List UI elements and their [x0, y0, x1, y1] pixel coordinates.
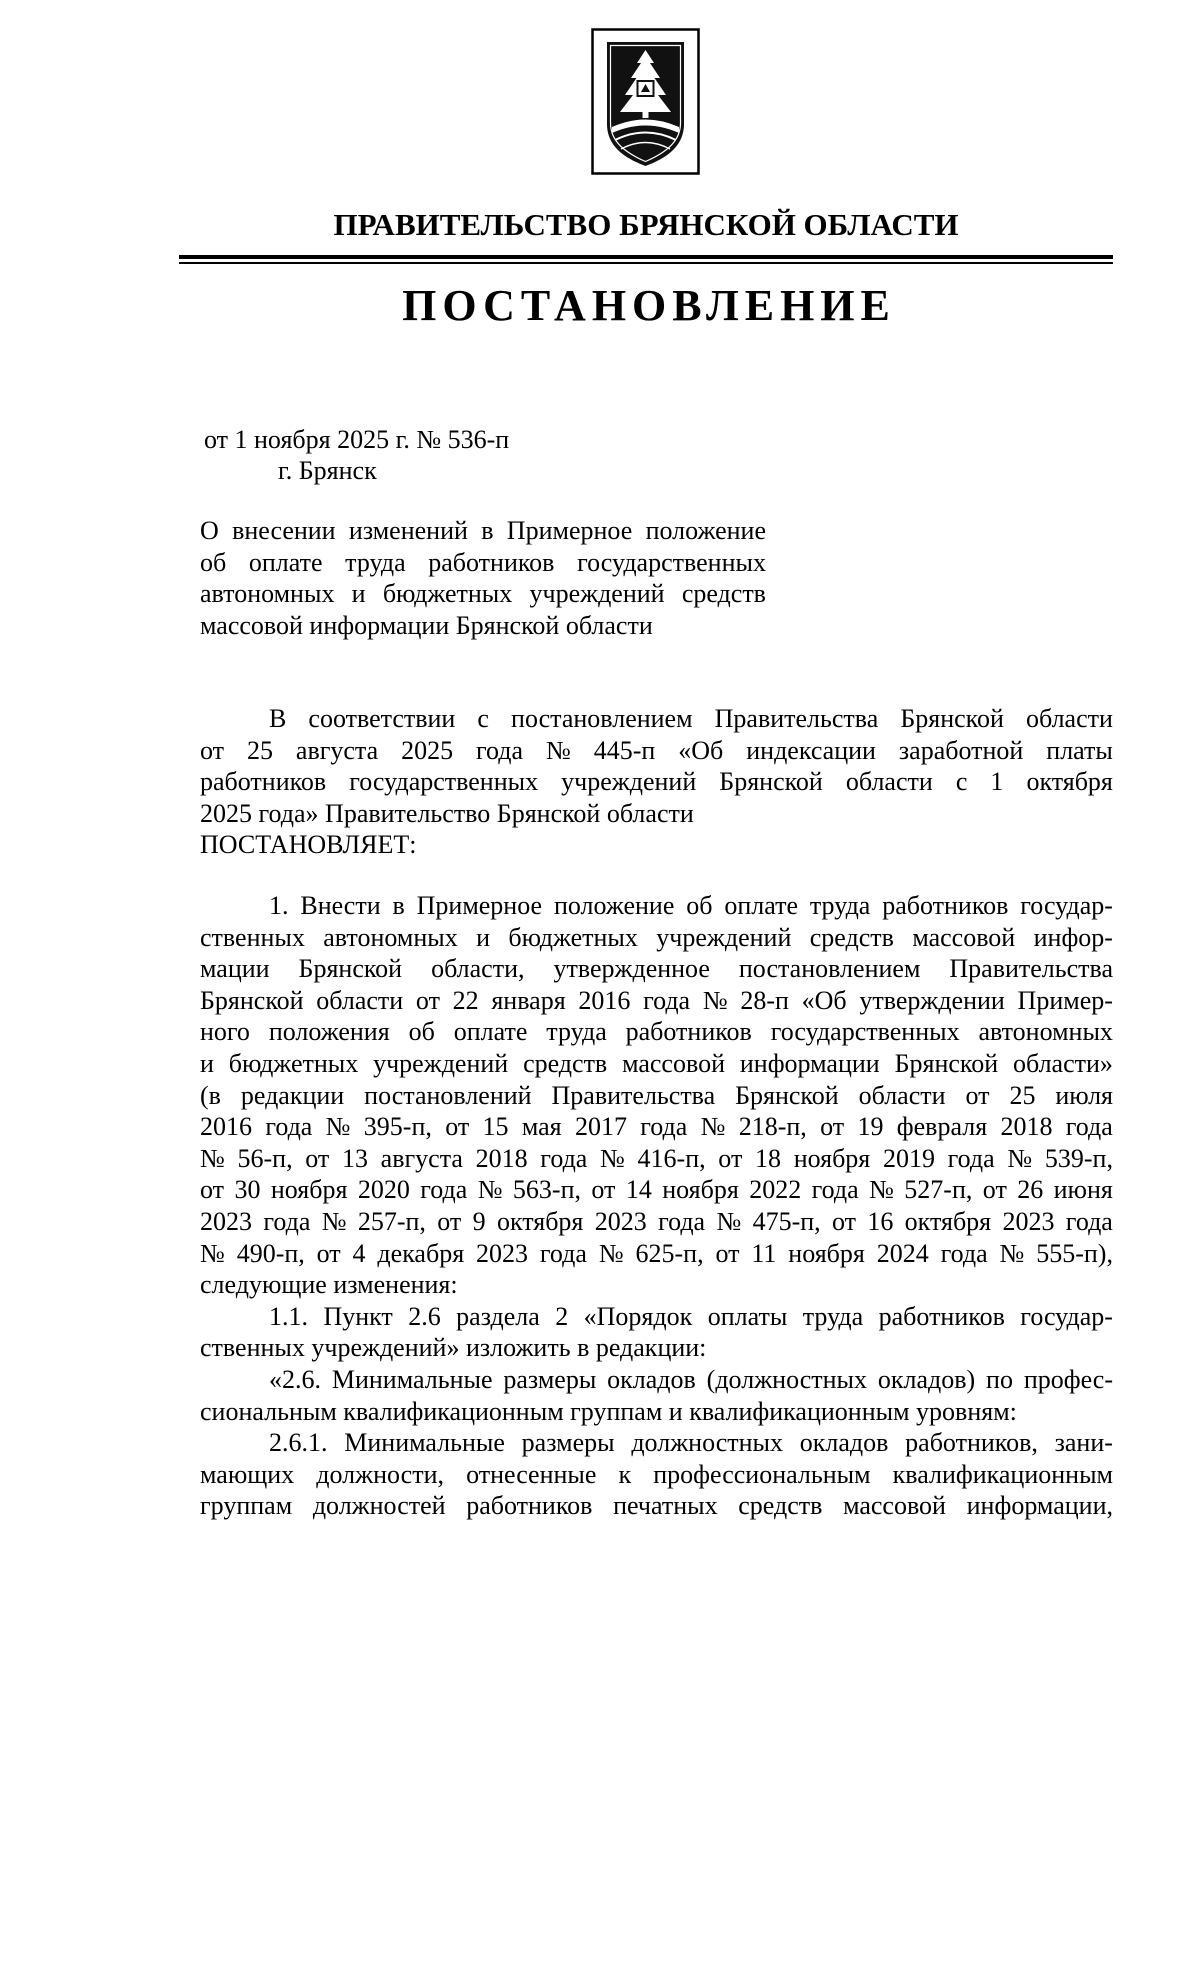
- word: 555-п),: [1036, 1238, 1113, 1268]
- word: утверждении: [859, 985, 1005, 1015]
- word: 2016: [578, 985, 631, 1015]
- word: работников: [428, 547, 555, 577]
- word: (в: [200, 1080, 221, 1110]
- word: ноября: [788, 1238, 865, 1268]
- word: от: [200, 1175, 225, 1205]
- subject-line: [200, 547, 766, 579]
- word: №: [716, 1206, 742, 1236]
- word: области,: [431, 954, 525, 984]
- word: ственных: [200, 922, 305, 952]
- document-subject: [200, 515, 766, 641]
- paragraph-1: [200, 890, 1113, 1301]
- word: труда: [802, 1301, 864, 1331]
- word: года: [476, 735, 524, 765]
- paragraph-line: [200, 1048, 1113, 1080]
- word: государ-: [1020, 891, 1113, 920]
- word: №: [702, 985, 728, 1015]
- paragraph-line: [200, 1427, 1113, 1459]
- word: от: [718, 1143, 743, 1173]
- word: Пункт: [323, 1301, 393, 1331]
- word: работников: [625, 1017, 752, 1047]
- word: области: [845, 767, 933, 797]
- word: Правительства: [551, 1080, 716, 1110]
- word: внесении: [232, 516, 336, 545]
- word: группам: [200, 1491, 293, 1521]
- word: года: [1065, 1206, 1113, 1236]
- word: в: [481, 516, 494, 545]
- paragraph-line: [200, 1206, 1113, 1238]
- word: 11: [751, 1238, 777, 1268]
- word: №: [700, 1112, 726, 1142]
- word: Брянской: [200, 985, 304, 1015]
- word: 15: [482, 1112, 509, 1142]
- word: от: [591, 1175, 616, 1205]
- word: 28-п: [740, 985, 789, 1015]
- word: 2019: [882, 1143, 935, 1173]
- word: положение: [645, 516, 766, 545]
- word: от: [200, 735, 225, 765]
- word: 625-п,: [635, 1238, 704, 1268]
- word: 1: [990, 767, 1004, 797]
- word: должностей: [312, 1491, 446, 1521]
- word: работников: [878, 1301, 1005, 1331]
- word: работников: [200, 767, 327, 797]
- word: Примерное: [416, 891, 543, 920]
- word: об: [686, 891, 713, 920]
- word: №: [598, 1238, 624, 1268]
- word: года: [811, 1175, 859, 1205]
- word: Минимальные: [331, 1364, 493, 1394]
- word: отнесенные: [466, 1459, 597, 1489]
- word: №: [600, 1143, 625, 1173]
- word: области»: [1013, 1048, 1113, 1078]
- word: области: [1026, 704, 1113, 733]
- word: по: [986, 1364, 1013, 1394]
- word: мая: [521, 1112, 562, 1142]
- word: соответствии: [308, 704, 456, 733]
- word: 527-п,: [904, 1175, 973, 1205]
- word: 2.6.1.: [269, 1428, 328, 1458]
- word: В: [269, 704, 287, 733]
- word: 4: [352, 1238, 366, 1268]
- word: №: [200, 1143, 225, 1173]
- word: ноября: [793, 1143, 871, 1173]
- paragraph-line: сиональным квалификационным группам и квалификационным уровням:: [200, 1396, 1017, 1426]
- word: от: [445, 1112, 470, 1142]
- word: учреждений: [529, 579, 665, 609]
- word: от: [415, 985, 440, 1015]
- preamble-line: [200, 735, 1113, 767]
- word: в: [392, 891, 405, 920]
- word: года: [640, 1112, 688, 1142]
- word: октября: [1026, 767, 1113, 797]
- word: от: [820, 1112, 845, 1142]
- word: окладов): [877, 1364, 976, 1394]
- word: учреждений: [656, 922, 792, 952]
- word: 1.1.: [269, 1301, 308, 1331]
- word: декабря: [377, 1238, 465, 1268]
- word: 13: [341, 1143, 368, 1173]
- word: Правительства: [714, 704, 879, 733]
- word: «2.6.: [269, 1364, 321, 1394]
- word: окладов: [607, 1364, 696, 1394]
- word: года: [643, 985, 691, 1015]
- word: размеры: [503, 1364, 597, 1394]
- word: и: [351, 579, 366, 609]
- word: от: [305, 1143, 330, 1173]
- word: 445-п: [593, 735, 656, 765]
- word: об: [200, 547, 227, 577]
- word: от: [965, 1080, 990, 1110]
- word: года: [1065, 1112, 1113, 1142]
- word: зани-: [1054, 1428, 1113, 1458]
- word: средств: [809, 922, 894, 952]
- word: области: [316, 985, 404, 1015]
- paragraph-line: ственных учреждений» изложить в редакции:: [200, 1333, 707, 1363]
- word: 416-п,: [637, 1143, 706, 1173]
- word: октября: [904, 1206, 992, 1236]
- word: 2018: [1000, 1112, 1053, 1142]
- word: 2025: [401, 735, 454, 765]
- word: раздела: [456, 1301, 540, 1331]
- organization-title: ПРАВИТЕЛЬСТВО БРЯНСКОЙ ОБЛАСТИ: [333, 207, 959, 242]
- word: профессиональным: [653, 1459, 871, 1489]
- word: 19: [857, 1112, 884, 1142]
- word: 475-п,: [752, 1206, 821, 1236]
- word: года: [265, 1112, 313, 1142]
- word: государственных: [577, 547, 766, 577]
- word: работников,: [905, 1428, 1038, 1458]
- word: должности,: [316, 1459, 444, 1489]
- document-type-title: ПОСТАНОВЛЕНИЕ: [402, 281, 896, 330]
- word: года: [263, 1206, 311, 1236]
- word: 9: [472, 1206, 486, 1236]
- word: учреждений: [561, 767, 697, 797]
- word: 539-п,: [1044, 1143, 1113, 1173]
- word: постановлением: [738, 954, 921, 984]
- word: области: [858, 1080, 946, 1110]
- document-city: г. Брянск: [278, 456, 377, 485]
- word: 30: [234, 1175, 261, 1205]
- word: от: [316, 1238, 341, 1268]
- word: августа: [380, 1143, 463, 1173]
- word: к: [618, 1459, 632, 1489]
- word: автономных: [200, 579, 335, 609]
- word: 2023: [594, 1206, 647, 1236]
- word: платы: [1046, 735, 1113, 765]
- word: от: [437, 1206, 462, 1236]
- word: с: [477, 704, 489, 733]
- word: 2023: [1002, 1206, 1055, 1236]
- word: 26: [1017, 1175, 1044, 1205]
- subject-line: [200, 515, 766, 547]
- word: об: [408, 1017, 435, 1047]
- word: профес-: [1023, 1364, 1113, 1394]
- word: №: [200, 1238, 225, 1268]
- paragraph-1-1: [200, 1301, 1113, 1364]
- word: должностных: [631, 1428, 783, 1458]
- word: 56-п,: [237, 1143, 293, 1173]
- word: ноября: [662, 1175, 739, 1205]
- word: положение: [553, 891, 675, 920]
- word: №: [325, 1112, 351, 1142]
- word: 218-п,: [738, 1112, 807, 1142]
- word: труда: [345, 547, 406, 577]
- word: 25: [1009, 1080, 1036, 1110]
- resolution-word: ПОСТАНОВЛЯЕТ:: [200, 830, 417, 860]
- word: мающих: [200, 1459, 295, 1489]
- paragraph-line: [200, 890, 1113, 922]
- paragraph-line: [200, 1238, 1113, 1270]
- word: индексации: [746, 735, 876, 765]
- word: постановлением: [511, 704, 693, 733]
- word: №: [1007, 1143, 1033, 1173]
- paragraph-line: [200, 1490, 1113, 1522]
- word: 14: [625, 1175, 652, 1205]
- word: (должностных: [706, 1364, 868, 1394]
- word: средств: [523, 1048, 608, 1078]
- word: размеры: [521, 1428, 615, 1458]
- word: от: [831, 1206, 857, 1236]
- word: 2023: [476, 1238, 529, 1268]
- word: государственных: [770, 1017, 960, 1047]
- preamble-paragraph: [200, 703, 1113, 861]
- word: Брянской: [894, 1048, 999, 1078]
- word: бюджетных: [508, 922, 638, 952]
- document-body: [200, 890, 1113, 1522]
- word: №: [546, 735, 571, 765]
- word: Брянской: [298, 954, 403, 984]
- word: №: [999, 1238, 1025, 1268]
- word: квалификационным: [892, 1459, 1113, 1489]
- word: бюджетных: [382, 579, 513, 609]
- word: №: [477, 1175, 503, 1205]
- preamble-line: [200, 703, 1113, 735]
- word: оплаты: [707, 1301, 788, 1331]
- word: августа: [295, 735, 379, 765]
- word: труда: [809, 891, 871, 920]
- paragraph-line: [200, 1143, 1113, 1175]
- word: 2023: [200, 1206, 252, 1236]
- word: года: [940, 1238, 988, 1268]
- word: и: [200, 1048, 214, 1078]
- word: года: [540, 1143, 588, 1173]
- word: 2020: [357, 1175, 410, 1205]
- paragraph-line: [200, 985, 1113, 1017]
- paragraph-line: [200, 1459, 1113, 1491]
- word: Брянской: [719, 767, 823, 797]
- word: июня: [1053, 1175, 1113, 1205]
- word: редакции: [240, 1080, 345, 1110]
- word: 22: [452, 985, 479, 1015]
- word: автономных: [978, 1017, 1113, 1047]
- word: 16: [867, 1206, 894, 1236]
- word: июля: [1055, 1080, 1113, 1110]
- word: оплате: [248, 547, 323, 577]
- word: информации: [739, 1048, 880, 1078]
- word: окладов: [799, 1428, 889, 1458]
- word: 395-п,: [363, 1112, 432, 1142]
- paragraph-line: [200, 1301, 1113, 1333]
- word: 25: [246, 735, 273, 765]
- paragraph-line: следующие изменения:: [200, 1270, 458, 1300]
- word: 490-п,: [236, 1238, 305, 1268]
- word: заработной: [898, 735, 1024, 765]
- word: января: [491, 985, 566, 1015]
- word: Брянской: [900, 704, 1004, 733]
- word: 2024: [876, 1238, 929, 1268]
- subject-line: массовой информации Брянской области: [200, 610, 653, 640]
- paragraph-line: [200, 1111, 1113, 1143]
- word: 18: [755, 1143, 782, 1173]
- preamble-line: 2025 года» Правительство Брянской области: [200, 798, 694, 828]
- word: №: [321, 1206, 347, 1236]
- word: Брянской: [735, 1080, 839, 1110]
- word: мации: [200, 954, 270, 984]
- paragraph-2-6: [200, 1364, 1113, 1427]
- word: 2017: [574, 1112, 627, 1142]
- word: года: [658, 1206, 706, 1236]
- word: массовой: [912, 922, 1016, 952]
- document-date-number: от 1 ноября 2025 г. № 536-п: [204, 425, 510, 454]
- subject-line: [200, 578, 766, 610]
- paragraph-line: [200, 1364, 1113, 1396]
- word: автономных: [323, 922, 458, 952]
- word: 2022: [749, 1175, 802, 1205]
- word: утвержденное: [553, 954, 710, 984]
- word: изменений: [348, 516, 468, 545]
- word: работников: [466, 1491, 593, 1521]
- preamble-line: [200, 766, 1113, 798]
- word: «Об: [801, 985, 847, 1015]
- word: от: [982, 1175, 1007, 1205]
- word: 257-п,: [357, 1206, 426, 1236]
- word: 563-п,: [512, 1175, 581, 1205]
- coat-of-arms-graphic: [591, 28, 700, 175]
- header-divider-thin: [179, 262, 1113, 264]
- word: года: [947, 1143, 995, 1173]
- word: ноября: [270, 1175, 348, 1205]
- word: 2018: [475, 1143, 528, 1173]
- word: №: [869, 1175, 894, 1205]
- word: Правительства: [949, 954, 1113, 984]
- word: «Порядок: [583, 1301, 693, 1331]
- word: с: [955, 767, 968, 797]
- word: печатных: [613, 1491, 718, 1521]
- word: информации,: [966, 1491, 1113, 1521]
- word: 1.: [269, 891, 289, 920]
- coat-of-arms-icon: [591, 28, 700, 175]
- word: труда: [546, 1017, 607, 1047]
- word: инфор-: [1033, 922, 1113, 952]
- word: оплате: [453, 1017, 528, 1047]
- word: февраля: [896, 1112, 988, 1142]
- word: учреждений: [373, 1048, 509, 1078]
- word: положения: [268, 1017, 390, 1047]
- paragraph-line: [200, 953, 1113, 985]
- word: средств: [738, 1491, 823, 1521]
- word: октября: [496, 1206, 584, 1236]
- word: ного: [200, 1017, 250, 1047]
- word: государ-: [1020, 1301, 1113, 1331]
- word: 2: [555, 1301, 569, 1331]
- paragraph-2-6-1: [200, 1427, 1113, 1522]
- word: массовой: [622, 1048, 725, 1078]
- word: оплате: [724, 891, 799, 920]
- word: года: [420, 1175, 468, 1205]
- word: от: [715, 1238, 740, 1268]
- word: года: [539, 1238, 587, 1268]
- word: массовой: [843, 1491, 946, 1521]
- word: Минимальные: [344, 1428, 505, 1458]
- word: «Об: [678, 735, 724, 765]
- header-divider-thick: [179, 255, 1113, 259]
- word: Пример-: [1017, 985, 1113, 1015]
- paragraph-line: [200, 1174, 1113, 1206]
- word: 2.6: [408, 1301, 441, 1331]
- word: работников: [882, 891, 1009, 920]
- word: средств: [681, 579, 766, 609]
- word: 2016: [200, 1112, 252, 1142]
- word: Внести: [300, 891, 381, 920]
- word: О: [200, 516, 219, 545]
- paragraph-line: [200, 1016, 1113, 1048]
- word: и: [476, 922, 491, 952]
- word: бюджетных: [228, 1048, 359, 1078]
- paragraph-line: [200, 1080, 1113, 1112]
- paragraph-line: [200, 922, 1113, 954]
- word: Примерное: [506, 516, 633, 545]
- word: постановлений: [364, 1080, 532, 1110]
- word: государственных: [349, 767, 539, 797]
